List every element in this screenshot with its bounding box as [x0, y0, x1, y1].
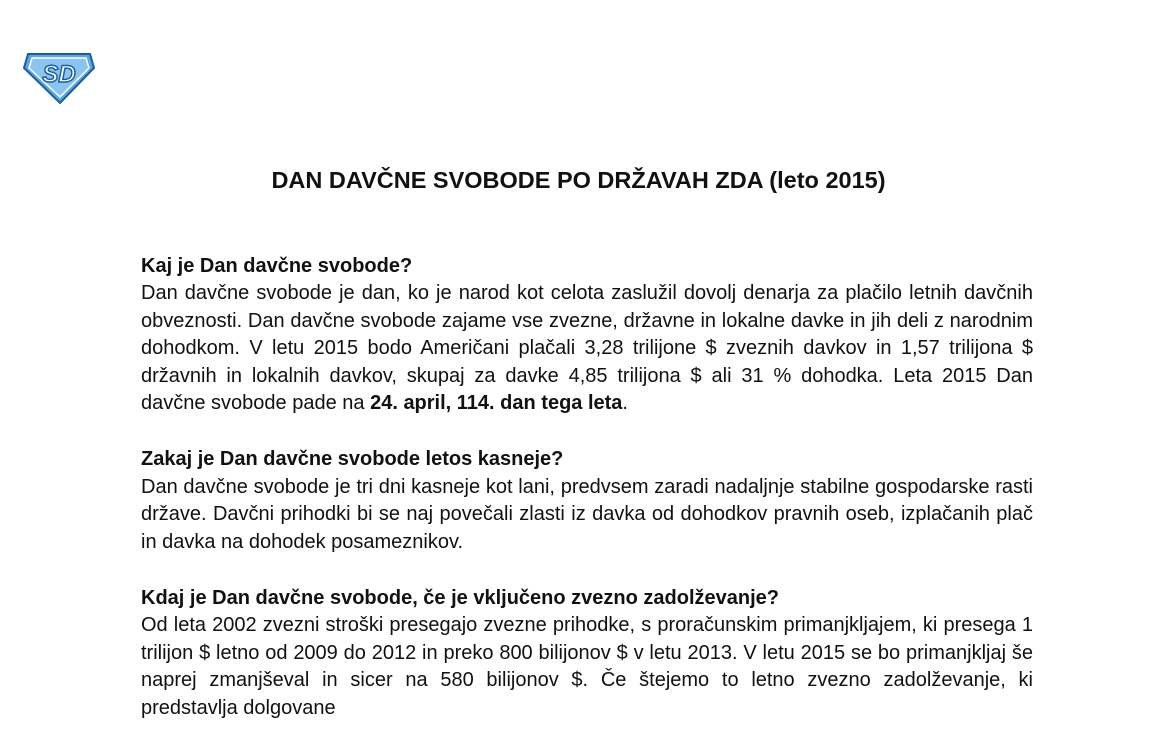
section-paragraph: Dan davčne svobode je tri dni kasneje kot lani, predvsem zaradi nadaljnje stabilne gospodarske rasti države. Davčni prihodki bi se naj povečali zlasti iz davka od dohodkov pravnih oseb, izplačanih plač in davka na dohodek posameznikov. — [141, 475, 1033, 553]
section-heading: Kdaj je Dan davčne svobode, če je vključeno zvezno zadolževanje? — [141, 587, 779, 610]
logo-lettering: SD — [42, 61, 76, 88]
page-title: DAN DAVČNE SVOBODE PO DRŽAVAH ZDA (leto 2015) — [271, 167, 886, 193]
section-heading: Kaj je Dan davčne svobode? — [141, 255, 413, 277]
section-why-later — [141, 446, 1033, 556]
logo — [22, 50, 96, 106]
section-heading: Zakaj je Dan davčne svobode letos kasneje? — [141, 448, 564, 471]
paragraph-bold-date: 24. april, 114. dan tega leta — [370, 392, 623, 415]
sd-shield-logo-icon — [22, 50, 96, 106]
paragraph-text-end: . — [622, 392, 628, 415]
section-with-borrowing — [141, 585, 1033, 722]
section-paragraph: Od leta 2002 zvezni stroški presegajo zvezne prihodke, s proračunskim primanjkljajem, ki presega 1 trilijon $ letno od 2009 do 2012 in preko 800 bilijonov $ v letu 2013. V letu 2015 se bo primanjkljaj še naprej zmanjševal in sicer na 580 bilijonov $. Če štejemo to letno zvezno zadolževanje, ki predstavlja dolgovane — [141, 614, 1033, 719]
section-paragraph — [141, 280, 1033, 417]
section-what-is — [141, 253, 1033, 417]
paragraph-text: Dan davčne svobode je dan, ko je narod kot celota zaslužil dovolj denarja za plačilo letnih davčnih obveznosti. Dan davčne svobode zajame vse zvezne, državne in lokalne davke in jih deli z narodnim dohodkom. V letu 2015 bodo Američani plačali 3,28 trilijone $ zveznih davkov in 1,57 trilijona $ državnih in lokalnih davkov, skupaj za davke 4,85 trilijona $ ali 31 % dohodka. Leta 2015 Dan davčne svobode pade na — [141, 282, 1033, 415]
document-body — [141, 253, 1033, 751]
